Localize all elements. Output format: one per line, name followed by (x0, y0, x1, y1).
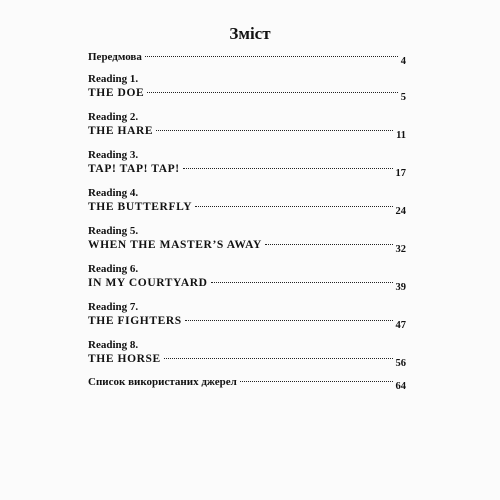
toc-entry-title: THE DOE (88, 87, 145, 99)
reading-label: Reading 6. (88, 263, 139, 275)
dot-leader (145, 56, 398, 57)
toc-page-number: 11 (396, 130, 406, 141)
reading-label: Reading 3. (88, 149, 139, 161)
reading-label: Reading 8. (88, 339, 139, 351)
dot-leader (265, 244, 393, 245)
toc-page-number: 24 (395, 206, 406, 217)
toc-line (88, 375, 406, 390)
toc-entry-title: WHEN THE MASTER’S AWAY (88, 239, 262, 251)
toc-page-number: 4 (400, 56, 406, 67)
reading-label: Reading 1. (88, 73, 139, 85)
toc-page-number: 17 (395, 168, 406, 179)
dot-leader (164, 358, 393, 359)
toc-line (88, 86, 406, 101)
toc-entry-title: THE HARE (88, 125, 154, 137)
toc-entry-reading-6 (88, 262, 406, 291)
toc-entry-title: Список використаних джерел (88, 376, 237, 388)
dot-leader (195, 206, 392, 207)
toc-entry-reading-1 (88, 72, 406, 101)
toc-entry-preface (88, 50, 406, 65)
toc-page-number: 39 (395, 282, 406, 293)
table-of-contents (88, 50, 406, 390)
toc-entry-reading-7 (88, 300, 406, 329)
reading-label: Reading 4. (88, 187, 139, 199)
dot-leader (185, 320, 393, 321)
toc-line (88, 50, 406, 65)
toc-entry-reading-8 (88, 338, 406, 367)
reading-label: Reading 7. (88, 301, 139, 313)
toc-line (88, 200, 406, 215)
toc-page-number: 56 (395, 358, 406, 369)
toc-entry-title: THE BUTTERFLY (88, 201, 193, 213)
toc-entry-title: IN MY COURTYARD (88, 277, 208, 289)
toc-entry-sources (88, 375, 406, 390)
dot-leader (156, 130, 393, 131)
toc-entry-title: TAP! TAP! TAP! (88, 163, 180, 175)
toc-entry-reading-2 (88, 110, 406, 139)
toc-entry-reading-3 (88, 148, 406, 177)
dot-leader (211, 282, 393, 283)
toc-page-number: 32 (395, 244, 406, 255)
reading-label: Reading 2. (88, 111, 139, 123)
toc-page-number: 47 (395, 320, 406, 331)
toc-page-number: 64 (395, 381, 406, 392)
toc-entry-title: THE FIGHTERS (88, 315, 182, 327)
toc-entry-title: THE HORSE (88, 353, 161, 365)
page-title: Зміст (229, 24, 271, 43)
reading-label: Reading 5. (88, 225, 139, 237)
toc-line (88, 314, 406, 329)
toc-line (88, 162, 406, 177)
toc-line (88, 124, 406, 139)
toc-entry-reading-5 (88, 224, 406, 253)
dot-leader (240, 381, 393, 382)
toc-entry-reading-4 (88, 186, 406, 215)
dot-leader (147, 92, 397, 93)
toc-line (88, 352, 406, 367)
toc-entry-title: Передмова (88, 51, 142, 63)
toc-line (88, 238, 406, 253)
toc-page-number: 5 (400, 92, 406, 103)
dot-leader (183, 168, 393, 169)
toc-line (88, 276, 406, 291)
